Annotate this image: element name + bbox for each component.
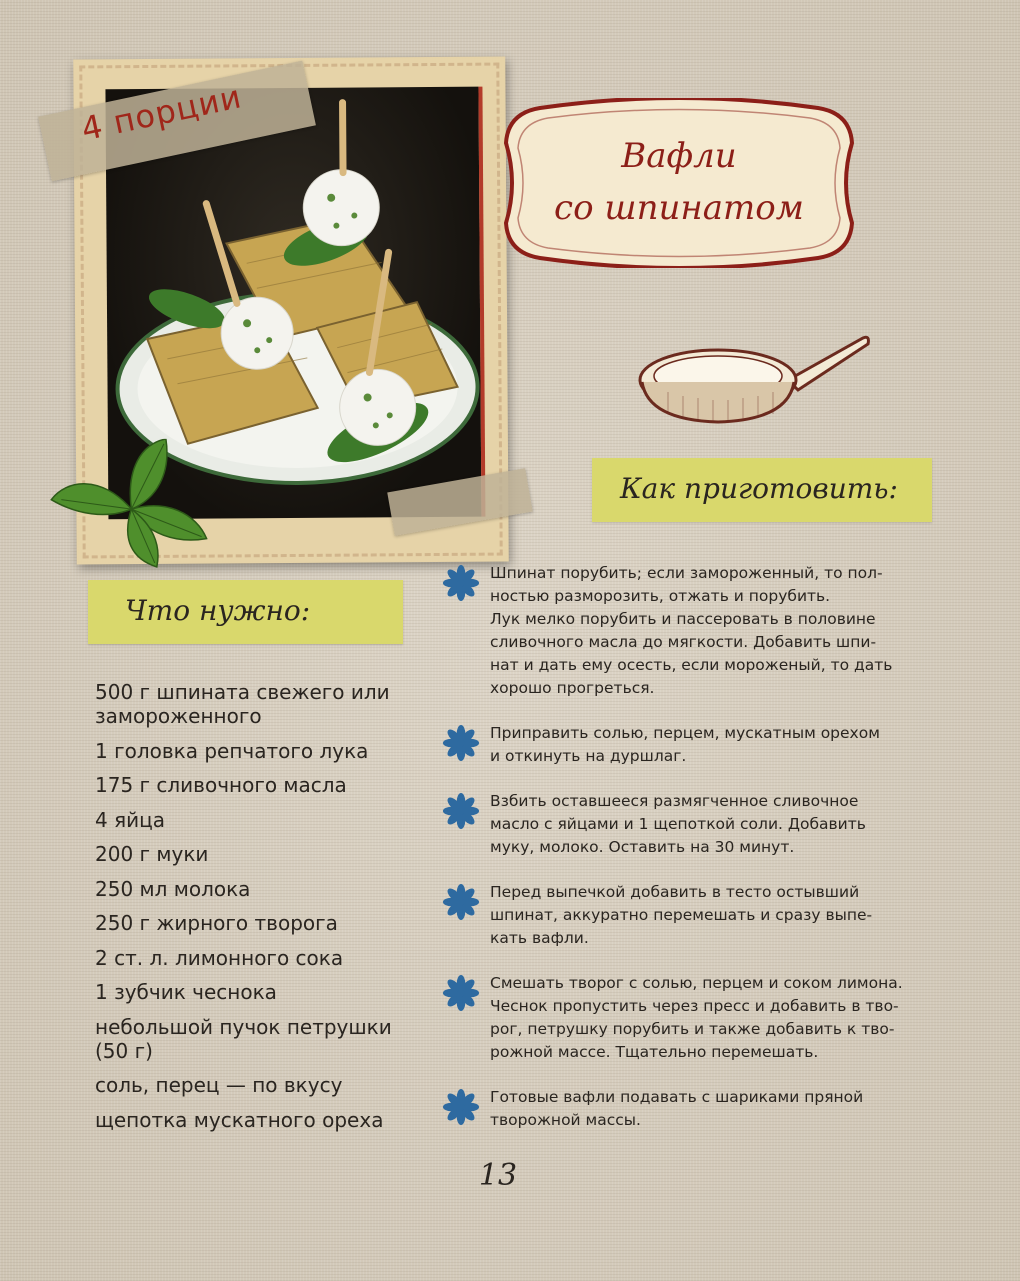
step-text: Смешать творог с солью, перцем и соком лимона. Чеснок пропустить через пресс и добавить в тво- рог, петрушку порубить и также добавить к тво- рожной массе. Тщательно перемешать. [490, 974, 903, 1061]
ingredients-list [95, 680, 425, 1142]
ingredient-item: 175 г сливочного масла [95, 773, 347, 797]
steps-list [440, 562, 930, 1132]
ingredient-item: 2 ст. л. лимонного сока [95, 945, 344, 970]
frying-pan-icon [638, 330, 873, 430]
asterisk-bullet-icon [442, 1088, 480, 1126]
step-item [440, 972, 930, 1064]
ingredients-title: Что нужно: [125, 594, 311, 627]
step-item [440, 562, 930, 700]
ingredient-item: 500 г шпината свежего или замороженного [95, 680, 390, 728]
asterisk-bullet-icon [442, 564, 480, 602]
ingredient-item: небольшой пучок петрушки (50 г) [95, 1014, 392, 1063]
mint-leaves-icon [46, 439, 217, 570]
ingredient-item: 1 зубчик чеснока [95, 980, 277, 1004]
step-text: Перед выпечкой добавить в тесто остывший шпинат, аккуратно перемешать и сразу выпе- кать вафли. [490, 883, 873, 947]
step-text: Шпинат порубить; если замороженный, то пол- ностью разморозить, отжать и порубить. Лук мелко порубить и пассеровать в половине сливочного масла до мягкости. Добавить шпи- нат и дать ему осесть, если мороженый, то дать хорошо прогреться. [490, 564, 893, 697]
ingredient-item: щепотка мускатного ореха [95, 1107, 384, 1132]
title-line-2: со шпинатом [554, 188, 804, 228]
ingredient-item: 1 головка репчатого лука [95, 738, 369, 763]
asterisk-bullet-icon [442, 974, 480, 1012]
step-text: Взбить оставшееся размягченное сливочное масло с яйцами и 1 щепоткой соли. Добавить муку, молоко. Оставить на 30 минут. [490, 792, 866, 856]
asterisk-bullet-icon [442, 883, 480, 921]
title-line-1: Вафли [621, 136, 737, 176]
recipe-title [500, 130, 858, 234]
how-to-title: Как приготовить: [620, 472, 898, 505]
ingredient-item: 250 мл молока [95, 876, 251, 901]
asterisk-bullet-icon [442, 724, 480, 762]
step-text: Готовые вафли подавать с шариками пряной творожной массы. [490, 1088, 864, 1129]
page-number: 13 [478, 1158, 518, 1193]
asterisk-bullet-icon [442, 792, 480, 830]
step-item [440, 722, 930, 768]
ingredient-item: 200 г муки [95, 842, 209, 866]
ingredient-item: 250 г жирного творога [95, 911, 338, 935]
ingredient-item: соль, перец — по вкусу [95, 1073, 343, 1097]
ingredient-item: 4 яйца [95, 807, 165, 832]
step-item [440, 790, 930, 859]
step-item [440, 881, 930, 950]
portions-label: 4 порции [78, 77, 246, 149]
step-text: Приправить солью, перцем, мускатным орехом и откинуть на дуршлаг. [490, 724, 880, 765]
step-item [440, 1086, 930, 1132]
